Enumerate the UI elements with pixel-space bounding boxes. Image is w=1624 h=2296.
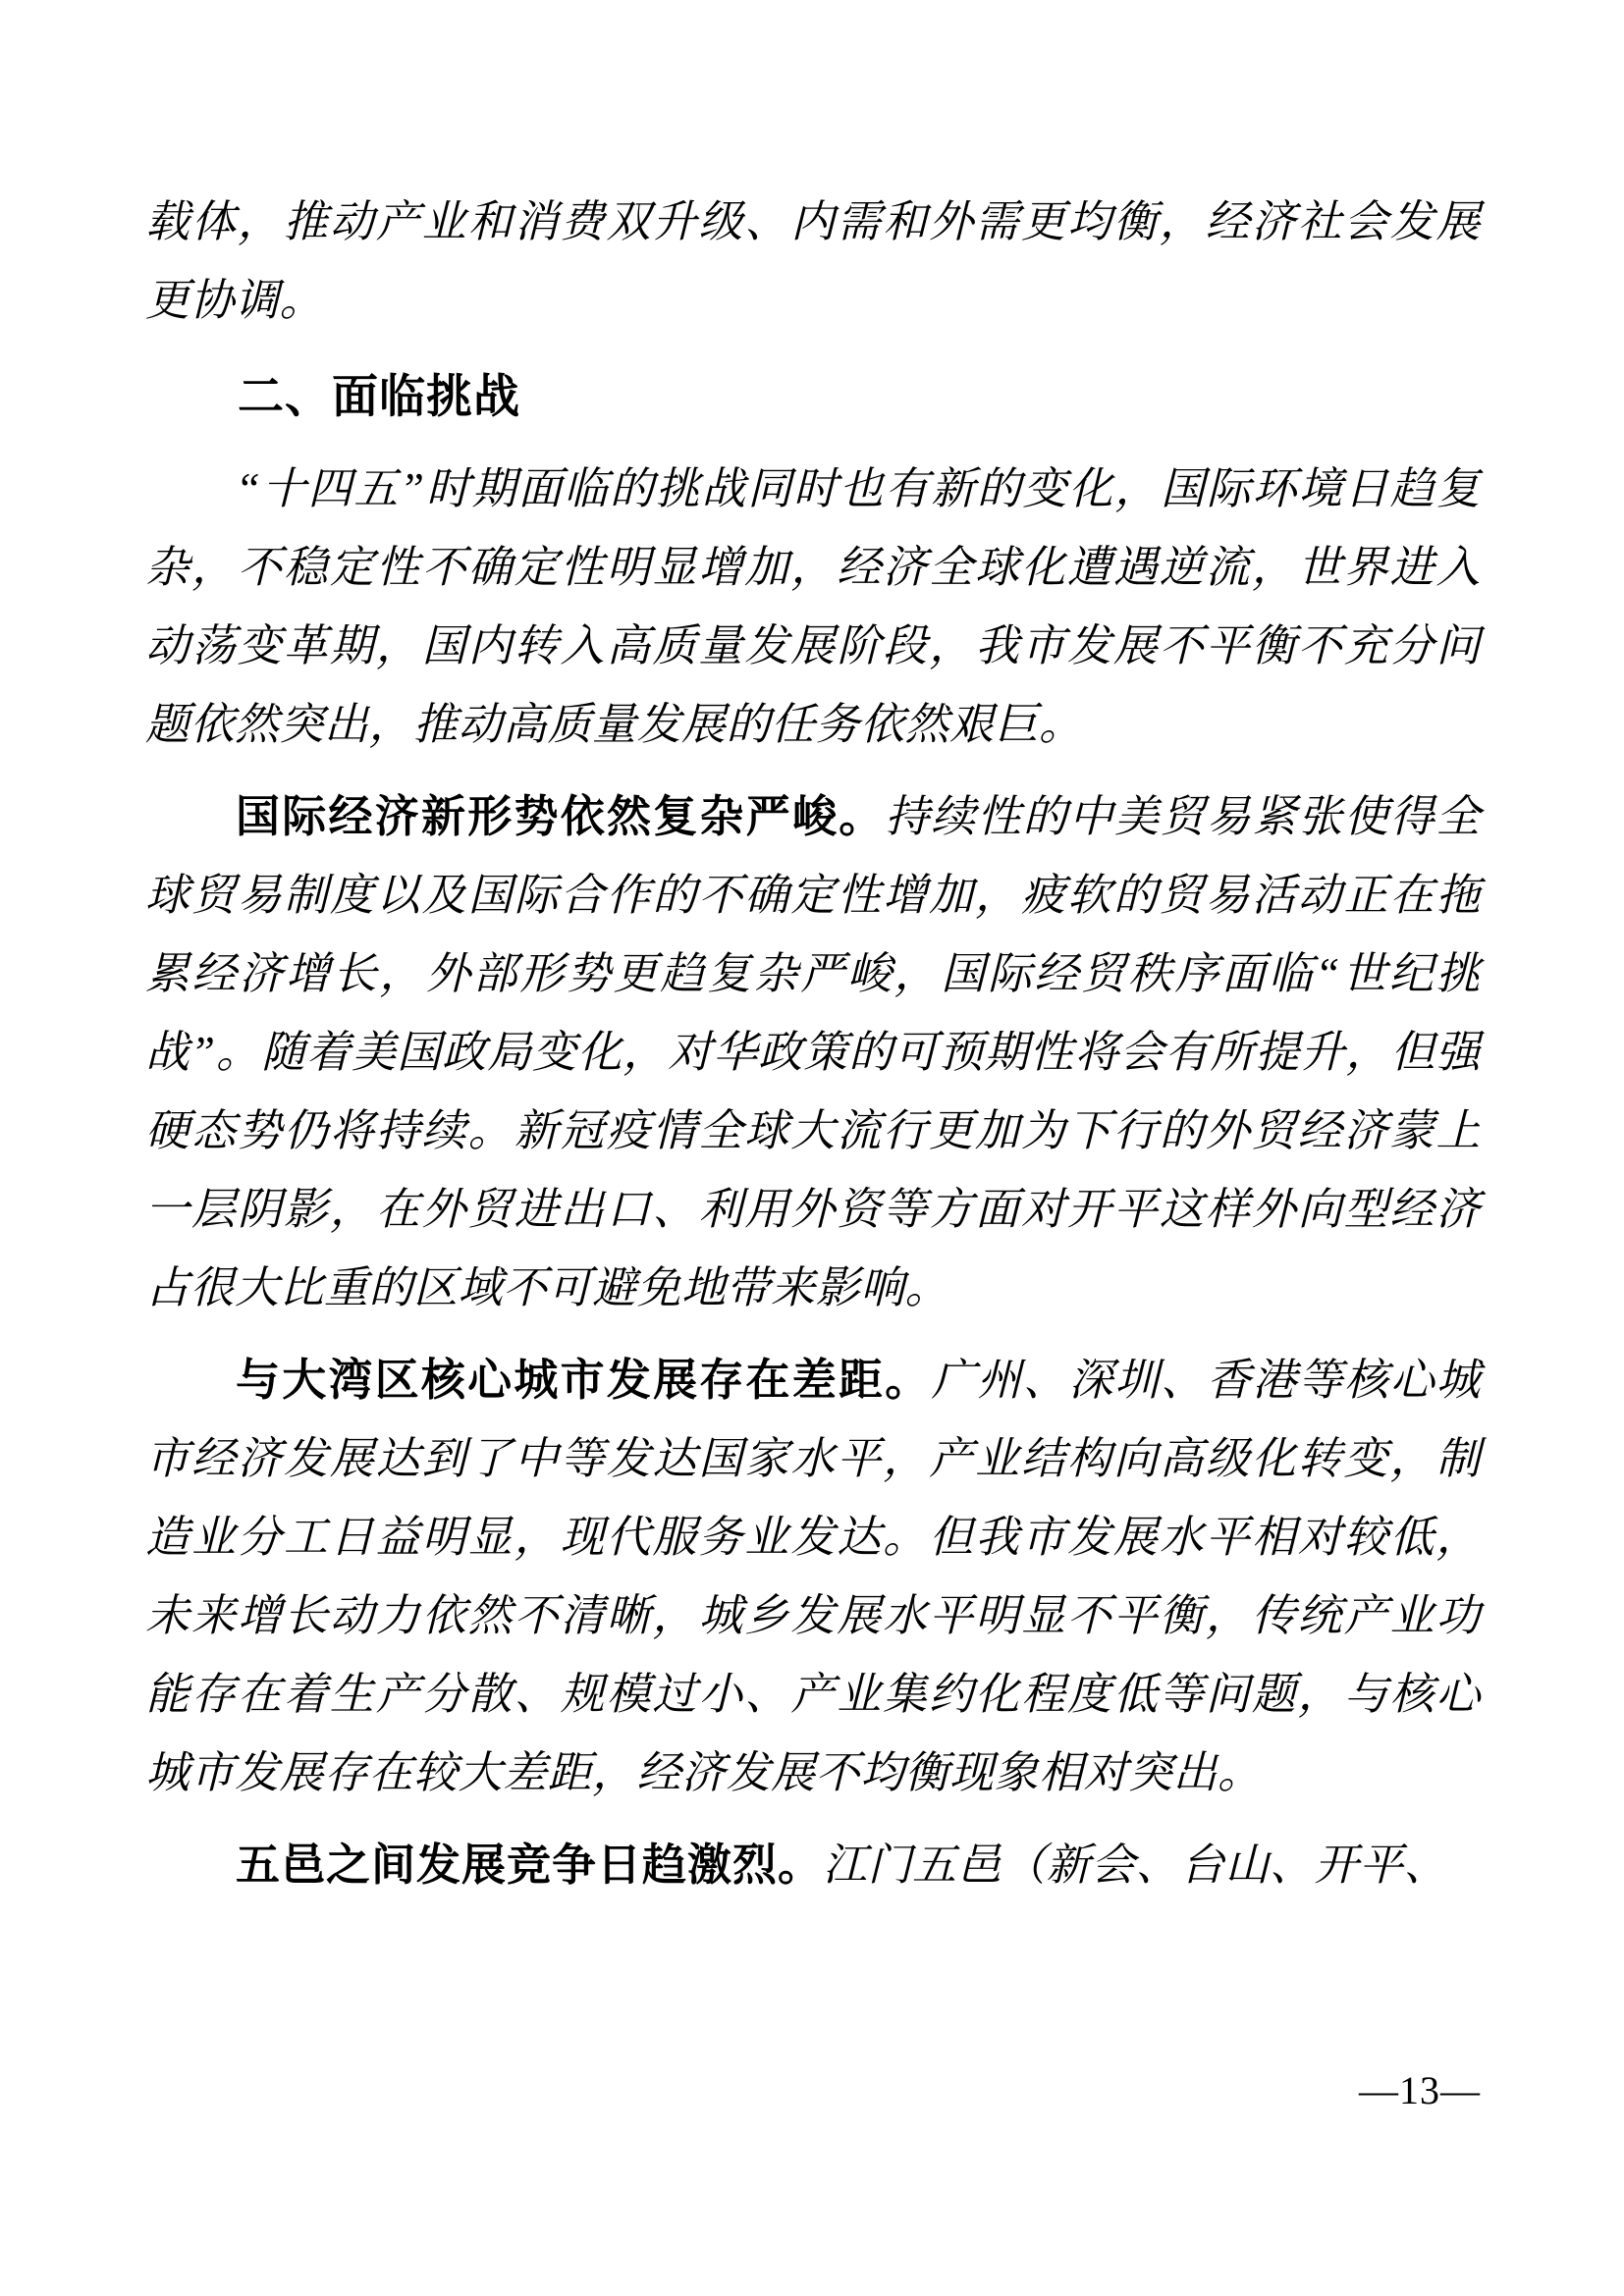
paragraph-lead-bay-area-gap: 与大湾区核心城市发展存在差距。 <box>236 1356 932 1405</box>
page-content <box>145 183 1481 1904</box>
paragraph-lead-wuyi-competition: 五邑之间发展竞争日趋激烈。 <box>236 1841 824 1890</box>
paragraph-international-economy <box>145 777 1481 1327</box>
paragraph-overview: “十四五”时期面临的挑战同时也有新的变化，国际环境日趋复杂，不稳定性不确定性明显增加，经济全球化遭遇逆流，世界进入动荡变革期，国内转入高质量发展阶段，我市发展不平衡不充分问题依然突出，推动高质量发展的任务依然艰巨。 <box>145 464 1481 749</box>
paragraph-continuation: 载体，推动产业和消费双升级、内需和外需更均衡，经济社会发展更协调。 <box>145 197 1481 325</box>
paragraph-wuyi-competition <box>145 1826 1481 1904</box>
section-heading-challenges: 二、面临挑战 <box>238 370 520 422</box>
paragraph-lead-international-economy: 国际经济新形势依然复杂严峻。 <box>236 792 886 841</box>
page-number: —13— <box>1359 2068 1481 2112</box>
paragraph-body-bay-area-gap: 广州、深圳、香港等核心城市经济发展达到了中等发达国家水平，产业结构向高级化转变，制造业分工日益明显，现代服务业发达。但我市发展水平相对较低，未来增长动力依然不清晰，城乡发展水平明显不平衡，传统产业功能存在着生产分散、规模过小、产业集约化程度低等问题，与核心城市发展存在较大差距，经济发展不均衡现象相对突出。 <box>145 1356 1481 1797</box>
paragraph-body-international-economy: 持续性的中美贸易紧张使得全球贸易制度以及国际合作的不确定性增加，疲软的贸易活动正在拖累经济增长，外部形势更趋复杂严峻，国际经贸秩序面临“世纪挑战”。随着美国政局变化，对华政策的可预期性将会有所提升，但强硬态势仍将持续。新冠疫情全球大流行更加为下行的外贸经济蒙上一层阴影，在外贸进出口、利用外资等方面对开平这样外向型经济占很大比重的区域不可避免地带来影响。 <box>145 792 1481 1312</box>
paragraph-body-wuyi-competition: 江门五邑（新会、台山、开平、 <box>823 1841 1449 1890</box>
paragraph-bay-area-gap <box>145 1341 1481 1812</box>
